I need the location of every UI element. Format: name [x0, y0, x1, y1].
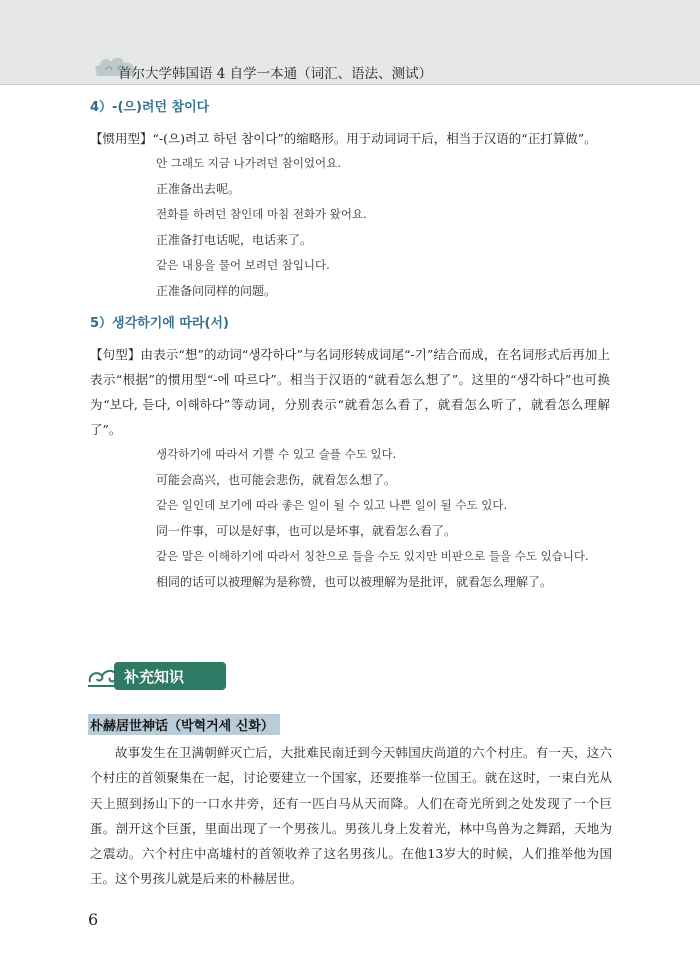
example-translation: 同一件事，可以是好事，也可以是坏事，就看怎么看了。	[156, 523, 457, 538]
section-4-description: 【惯用型】“-(으)려고 하던 참이다”的缩略形。用于动词词干后，相当于汉语的“正打算做”。	[90, 131, 597, 146]
running-header-title: 首尔大学韩国语 4 自学一本通（词汇、语法、测试）	[118, 66, 433, 82]
supplement-title: 补充知识	[114, 662, 226, 690]
supplement-banner	[86, 660, 226, 692]
page-header	[0, 0, 700, 84]
section-5-heading: 5）생각하기에 따라(서)	[90, 316, 229, 331]
example-translation: 可能会高兴，也可能会悲伤，就看怎么想了。	[156, 472, 397, 487]
page-number: 6	[88, 910, 99, 929]
myth-body: 故事发生在卫满朝鲜灭亡后，大批难民南迁到今天韩国庆尚道的六个村庄。有一天，这六个村庄的首领聚集在一起，讨论要建立一个国家，还要推举一位国王。就在这时，一束白光从天上照到扬山下的一口水井旁，还有一匹白马从天而降。人们在奇光所到之处发现了一个巨蛋。剖开这个巨蛋，里面出现了一个男孩儿。男孩儿身上发着光，林中鸟兽为之舞蹈，天地为之震动。六个村庄中高墟村的首领收养了这名男孩儿。在他13岁大的时候，人们推举他为国王。这个男孩儿就是后来的朴赫居世。	[90, 745, 612, 887]
header-divider	[0, 84, 700, 85]
grammar-content	[90, 92, 610, 595]
example-korean: 같은 일인데 보기에 따라 좋은 일이 될 수 있고 나쁜 일이 될 수도 있다.	[156, 498, 508, 512]
section-5-description: 【句型】由表示“想”的动词“생각하다”与名词形转成词尾“-기”结合而成，在名词形式后再加上表示“根据”的惯用型“-에 따르다”。相当于汉语的“就看怎么想了”。这里的“생각하다”也可换为“보다, 듣다, 이해하다”等动词，分别表示“就看怎么看了，就看怎么听了，就看怎么理解了”。	[90, 347, 610, 437]
myth-heading: 朴赫居世神话（박혁거세 신화）	[88, 714, 280, 735]
example-korean: 전화를 하려던 참인데 마침 전화가 왔어요.	[156, 207, 367, 221]
section-4-heading: 4）-(으)려던 참이다	[90, 100, 210, 115]
example-translation: 正准备问同样的问题。	[156, 283, 277, 298]
example-korean: 같은 말은 이해하기에 따라서 칭찬으로 들을 수도 있지만 비판으로 들을 수도 있습니다.	[156, 549, 589, 563]
example-korean: 같은 내용을 물어 보려던 참입니다.	[156, 258, 330, 272]
example-korean: 안 그래도 지금 나가려던 참이었어요.	[156, 156, 341, 170]
example-translation: 正准备出去呢。	[156, 181, 241, 196]
example-translation: 相同的话可以被理解为是称赞，也可以被理解为是批评，就看怎么理解了。	[156, 574, 553, 589]
example-korean: 생각하기에 따라서 기쁠 수 있고 슬플 수도 있다.	[156, 447, 397, 461]
example-translation: 正准备打电话呢，电话来了。	[156, 232, 313, 247]
